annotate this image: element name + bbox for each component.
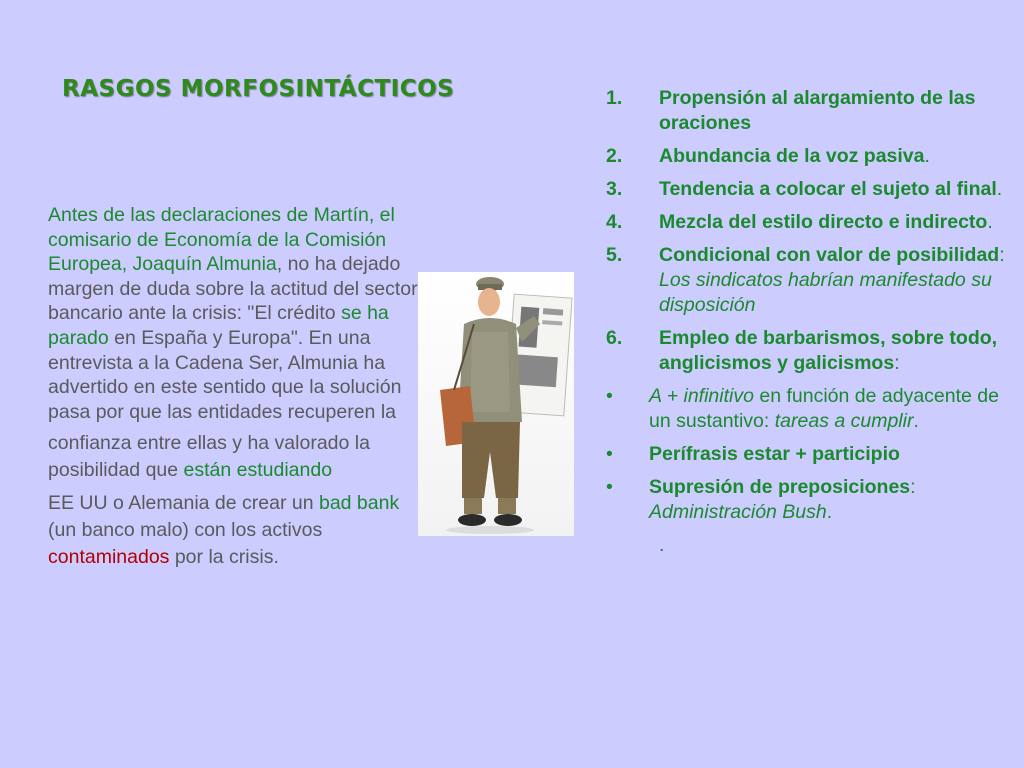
para-text-9: EE UU o Alemania de crear un — [48, 492, 319, 515]
newspaper-boy-figure-image — [418, 272, 574, 536]
para-text-5: . En una entrevista a la Cadena Ser, Almunia ha advertido en este — [48, 326, 386, 399]
list-item-text: Propensión al alargamiento de las oraciones — [659, 87, 976, 134]
list-item-punct: : — [894, 352, 900, 374]
list-number: 4. — [606, 211, 623, 233]
list-number: 6. — [606, 327, 623, 349]
para-continuation — [48, 430, 420, 484]
para-text-13: por la crisis. — [169, 546, 279, 569]
sublist-italic: A + infinitivo — [649, 385, 754, 407]
list-item-punct: : — [999, 244, 1005, 266]
sublist-text: en función de adyacente de un sustantivo: — [649, 385, 999, 432]
list-item — [606, 326, 1011, 376]
bullet-icon: • — [606, 443, 613, 465]
list-item — [606, 210, 1011, 235]
trailing-dot: . — [659, 534, 665, 556]
bullet-icon: • — [606, 385, 613, 407]
list-item-punct: . — [924, 145, 930, 167]
list-item-punct: . — [987, 211, 993, 233]
list-item-text: Tendencia a colocar el sujeto al final — [659, 178, 997, 200]
para-continuation-2 — [48, 490, 420, 571]
list-number: 3. — [606, 178, 623, 200]
slide-title: RASGOS MORFOSINTÁCTICOS — [62, 76, 455, 102]
list-item — [606, 86, 1011, 136]
sublist-text: : — [910, 476, 916, 498]
news-paragraph — [48, 203, 420, 571]
sublist-punct: . — [826, 501, 833, 523]
list-number: 2. — [606, 145, 623, 167]
list-item-text: Mezcla del estilo directo e indirecto — [659, 211, 988, 233]
sublist-item — [553, 442, 1011, 467]
list-item — [606, 177, 1011, 202]
list-item — [606, 144, 1011, 169]
para-text-8: están estudiando — [183, 459, 333, 482]
list-item-text: Empleo de barbarismos, sobre todo, anglicismos y galicismos — [659, 327, 998, 374]
list-item-text: Abundancia de la voz pasiva — [659, 145, 925, 167]
list-item-example: Los sindicatos habrían manifestado su disposición — [659, 269, 992, 316]
bullet-icon: • — [606, 476, 613, 498]
list-item-text: Condicional con valor de posibilidad — [659, 244, 1000, 266]
para-text-12: contaminados — [48, 546, 170, 569]
sublist-punct: . — [913, 410, 919, 432]
figure-illustration — [418, 272, 574, 536]
list-number: 5. — [606, 244, 623, 266]
para-text-1: Antes de las declaraciones de Martín, el comisario de Economía de la Comisión Europea, Joaquín Almunia — [48, 204, 395, 276]
sublist-item — [553, 475, 1011, 525]
para-text-10: bad bank — [318, 492, 400, 515]
para-text-7: confianza entre ellas y ha valorado la posibilidad que — [48, 432, 370, 482]
sublist-bold: Supresión de preposiciones — [649, 476, 911, 498]
sublist-item — [553, 384, 1011, 434]
list-item — [606, 243, 1011, 318]
sublist-bold: Perífrasis estar + participio — [649, 443, 900, 465]
sublist-example: Administración Bush — [649, 501, 827, 523]
para-text-3: se ha parado — [48, 302, 389, 349]
para-text-6: sentido que la solución pasa por que las entidades recuperen la — [48, 376, 402, 423]
sublist-example: tareas a cumplir — [774, 410, 914, 432]
list-number: 1. — [606, 87, 623, 109]
para-text-4: en España y Europa" — [108, 326, 298, 349]
para-text-11: (un banco malo) con los activos — [48, 519, 323, 542]
features-list — [606, 86, 1011, 558]
list-item-punct: . — [996, 178, 1003, 200]
para-text-2: , no ha dejado margen de duda sobre la actitud del sector bancario ante la crisis: "El crédito — [48, 253, 418, 325]
